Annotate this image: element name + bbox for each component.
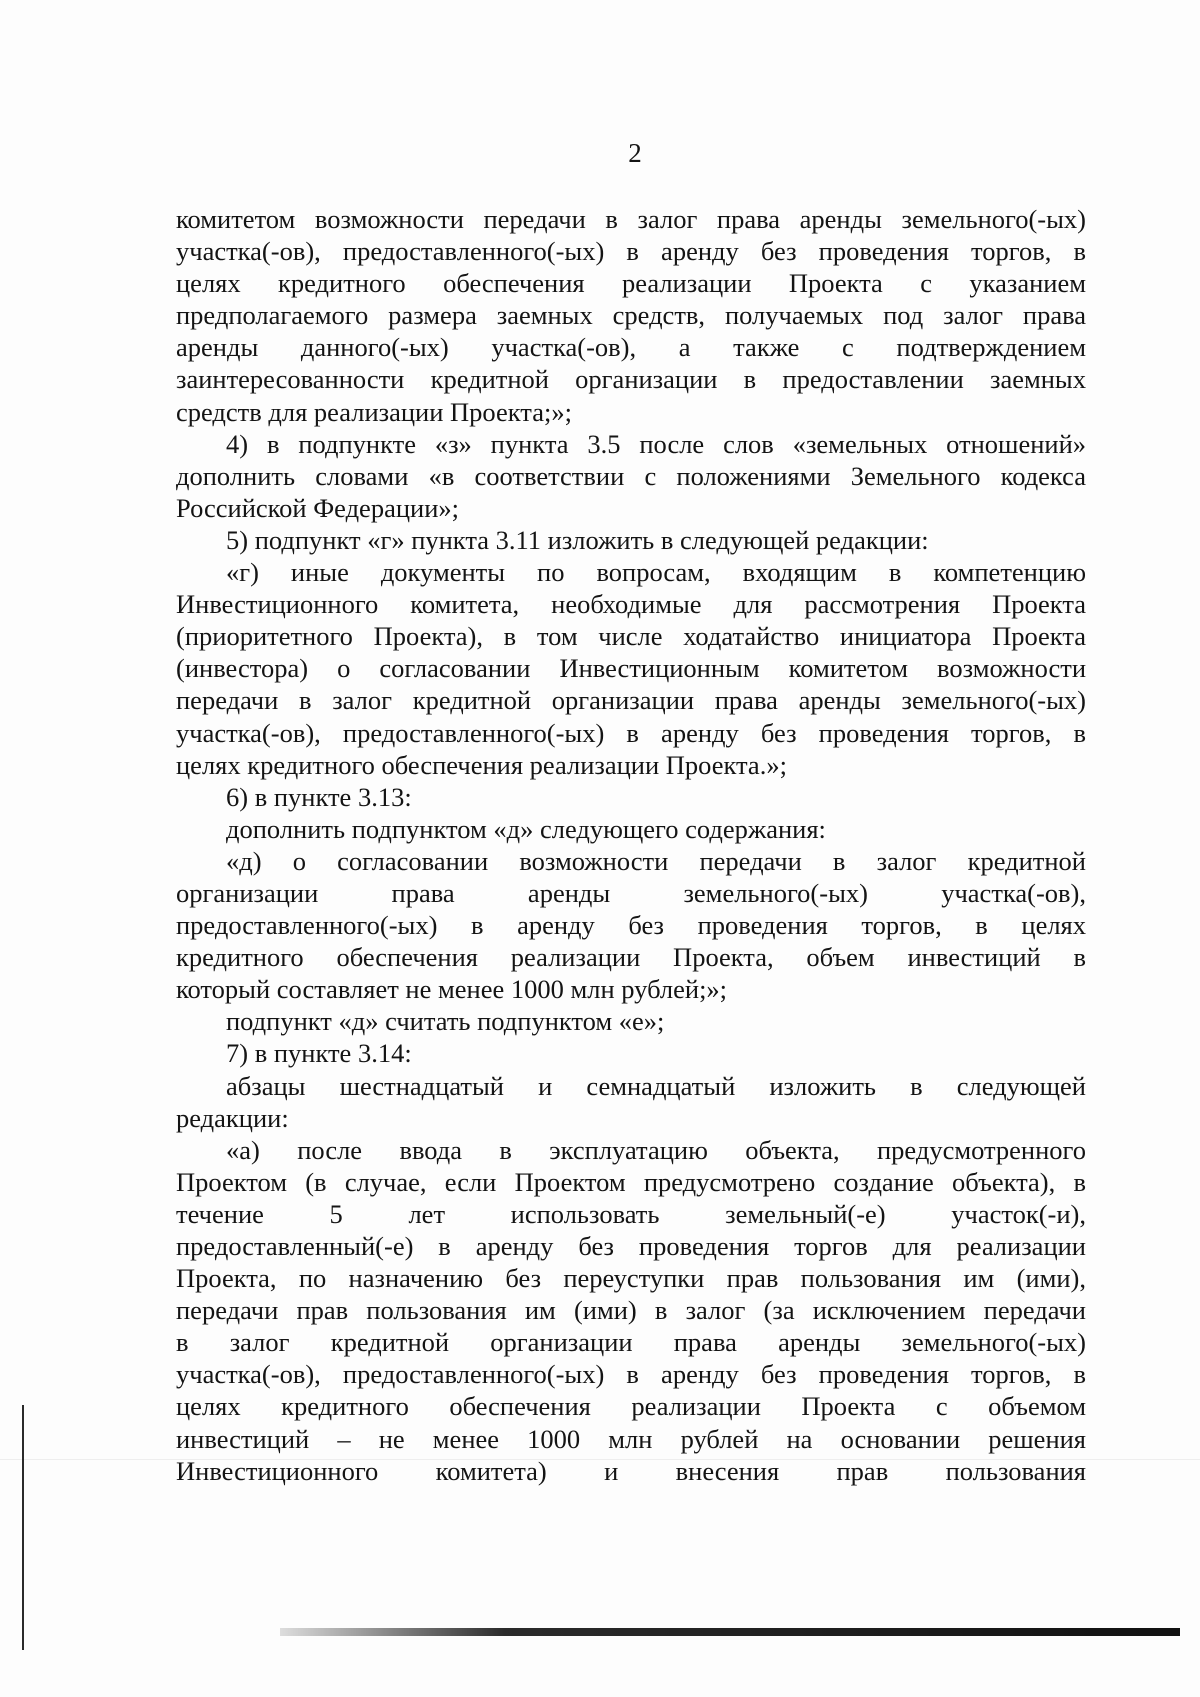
text-line: целях кредитного обеспечения реализации Проекта.»;	[176, 749, 787, 780]
text-line: Проекта, по назначению без переуступки прав пользования им (ими),	[176, 1263, 1086, 1294]
text-line: инвестиций – не менее 1000 млн рублей на основании решения	[176, 1423, 1086, 1454]
text-line: Инвестиционного комитета) и внесения прав пользования	[176, 1455, 1086, 1486]
text-line: предполагаемого размера заемных средств, получаемых под залог права	[176, 300, 1086, 331]
text-line: предоставленный(-е) в аренду без проведения торгов для реализации	[176, 1231, 1086, 1261]
text-line: подпункт «д» считать подпунктом «е»;	[226, 1006, 665, 1037]
text-line: целях кредитного обеспечения реализации Проекта с объемом	[176, 1391, 1086, 1422]
text-line: Проектом (в случае, если Проектом предусмотрено создание объекта), в	[176, 1166, 1086, 1197]
text-line: дополнить подпунктом «д» следующего содержания:	[226, 813, 826, 844]
text-line: участка(-ов), предоставленного(-ых) в аренду без проведения торгов, в	[176, 1359, 1086, 1390]
text-line: «г) иные документы по вопросам, входящим в компетенцию	[226, 557, 1086, 588]
text-line: кредитного обеспечения реализации Проекта, объем инвестиций в	[176, 942, 1086, 973]
text-line: заинтересованности кредитной организации в предоставлении заемных	[176, 364, 1086, 395]
text-line: целях кредитного обеспечения реализации Проекта с указанием	[176, 268, 1086, 299]
text-line: комитетом возможности передачи в залог права аренды земельного(-ых)	[176, 204, 1086, 234]
text-line: течение 5 лет использовать земельный(-е) участок(-и),	[176, 1198, 1086, 1229]
scan-left-edge	[22, 1405, 24, 1650]
text-line: передачи в залог кредитной организации права аренды земельного(-ых)	[176, 685, 1086, 716]
text-line: 4) в подпункте «з» пункта 3.5 после слов «земельных отношений»	[226, 428, 1086, 459]
text-line: в залог кредитной организации права аренды земельного(-ых)	[176, 1327, 1086, 1358]
text-line: «а) после ввода в эксплуатацию объекта, предусмотренного	[226, 1134, 1086, 1165]
text-line: «д) о согласовании возможности передачи в залог кредитной	[226, 845, 1086, 876]
text-line: организации права аренды земельного(-ых) участка(-ов),	[176, 877, 1086, 908]
document-body	[176, 203, 1086, 1487]
text-line: аренды данного(-ых) участка(-ов), а также с подтверждением	[176, 332, 1086, 363]
text-line: 7) в пункте 3.14:	[226, 1038, 412, 1069]
text-line: 6) в пункте 3.13:	[226, 781, 412, 812]
scan-fold-line	[0, 1459, 1200, 1460]
text-line: участка(-ов), предоставленного(-ых) в аренду без проведения торгов, в	[176, 236, 1086, 267]
text-line: редакции:	[176, 1102, 289, 1133]
scan-bottom-edge	[280, 1628, 1180, 1636]
page-number: 2	[628, 138, 642, 168]
text-line: средств для реализации Проекта;»;	[176, 396, 572, 427]
text-line: который составляет не менее 1000 млн рублей;»;	[176, 974, 728, 1005]
text-line: предоставленного(-ых) в аренду без проведения торгов, в целях	[176, 910, 1086, 941]
text-line: Инвестиционного комитета, необходимые для рассмотрения Проекта	[176, 589, 1086, 620]
text-line: 5) подпункт «г» пункта 3.11 изложить в следующей редакции:	[226, 524, 929, 555]
text-line: передачи прав пользования им (ими) в залог (за исключением передачи	[176, 1295, 1086, 1326]
text-line: Российской Федерации»;	[176, 492, 459, 523]
text-line: (приоритетного Проекта), в том числе ходатайство инициатора Проекта	[176, 621, 1086, 652]
text-line: абзацы шестнадцатый и семнадцатый изложить в следующей	[226, 1070, 1086, 1101]
text-line: дополнить словами «в соответствии с положениями Земельного кодекса	[176, 460, 1086, 491]
text-line: участка(-ов), предоставленного(-ых) в аренду без проведения торгов, в	[176, 717, 1086, 748]
text-line: (инвестора) о согласовании Инвестиционным комитетом возможности	[176, 653, 1086, 684]
